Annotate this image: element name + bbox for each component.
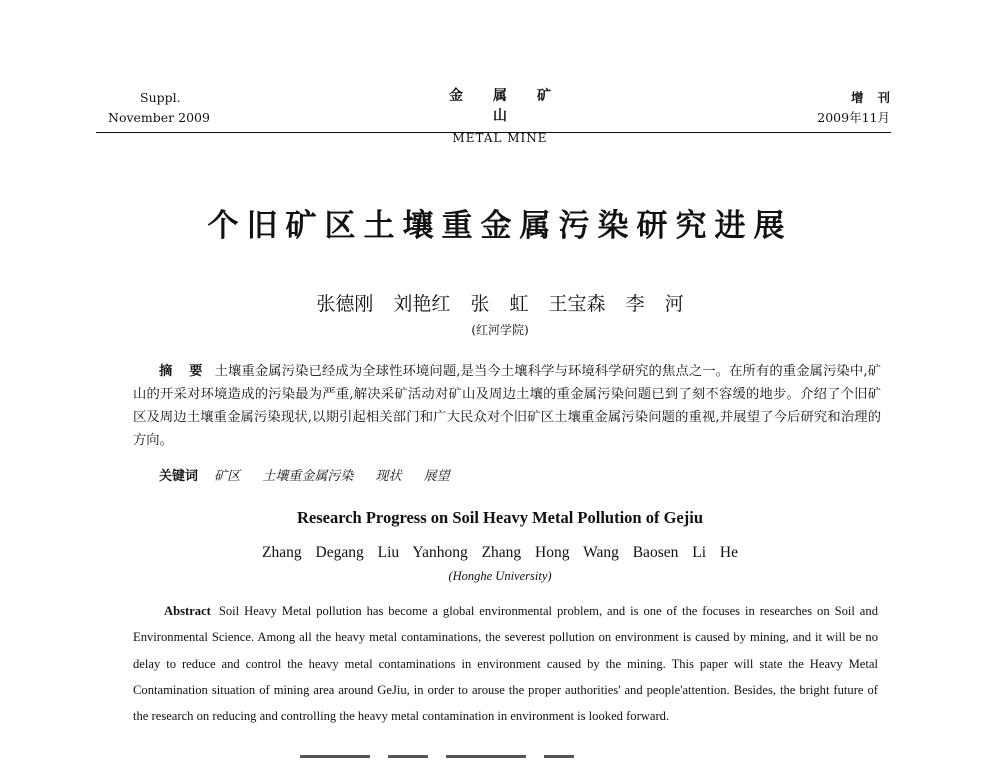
journal-name bbox=[400, 86, 600, 148]
supplement-label: Suppl. bbox=[140, 90, 181, 105]
abstract-text-cn: 土壤重金属污染已经成为全球性环境问题,是当今土壤科学与环境科学研究的焦点之一。在所有的重金属污染中,矿山的开采对环境造成的污染最为严重,解决采矿活动对矿山及周边土壤的重金属污染问题已到了刻不容缓的地步。介绍了个旧矿区及周边土壤重金属污染现状,以期引起相关部门和广大民众对个旧矿区土壤重金属污染问题的重视,并展望了今后研究和治理的方向。 bbox=[133, 364, 881, 448]
truncated-next-line bbox=[300, 752, 600, 758]
keyword: 土壤重金属污染 bbox=[262, 469, 354, 484]
issue-date-en: November 2009 bbox=[108, 110, 210, 125]
authors-en: Zhang Degang Liu Yanhong Zhang Hong Wang Baosen Li He bbox=[262, 544, 738, 561]
keywords-cn bbox=[133, 466, 881, 488]
affiliation-cn: (红河学院) bbox=[471, 323, 529, 337]
header-divider bbox=[96, 132, 891, 133]
header-left bbox=[108, 88, 228, 128]
abstract-en bbox=[133, 598, 878, 729]
keyword: 展望 bbox=[423, 469, 450, 484]
journal-name-en: METAL MINE bbox=[452, 131, 548, 145]
authors-cn: 张德刚 刘艳红 张 虹 王宝森 李 河 bbox=[316, 293, 684, 315]
keywords-label-cn: 关键词 bbox=[159, 469, 199, 484]
supplement-label-cn: 增刊 bbox=[850, 90, 904, 105]
abstract-label-cn: 摘 要 bbox=[159, 364, 209, 379]
keyword: 矿区 bbox=[214, 469, 241, 484]
keyword: 现状 bbox=[375, 469, 402, 484]
journal-name-cn: 金属矿山 bbox=[449, 88, 581, 124]
abstract-cn bbox=[133, 360, 881, 452]
affiliation-en: (Honghe University) bbox=[448, 569, 552, 583]
title-en: Research Progress on Soil Heavy Metal Pollution of Gejiu bbox=[296, 508, 704, 527]
abstract-label-en: Abstract bbox=[164, 604, 211, 618]
issue-date-cn: 2009年11月 bbox=[817, 110, 890, 125]
title-cn: 个旧矿区土壤重金属污染研究进展 bbox=[207, 208, 793, 244]
header-right bbox=[770, 88, 904, 128]
abstract-text-en: Soil Heavy Metal pollution has become a global environmental problem, and is one of the focuses in researches on Soil and Environmental Science. Among all the heavy metal contaminations, the severest pollution on environment is caused by mining, and it will be no delay to reduce and control the heavy metal contaminations in environment caused by the mining. This paper will state the Heavy Metal Contamination situation of mining area around GeJiu, in order to arouse the proper authorities' and people'attention. Besides, the bright future of the research on reducing and controlling the heavy metal contamination in environment is looked forward. bbox=[133, 604, 878, 724]
